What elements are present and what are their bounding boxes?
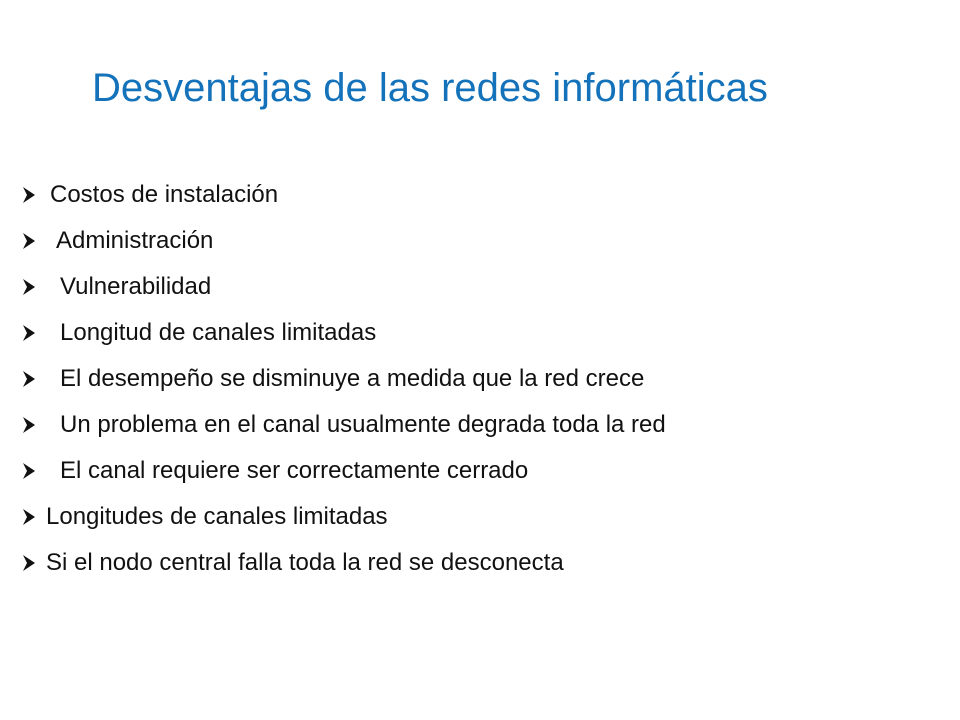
bullet-item: [22, 540, 942, 586]
bullet-text: Vulnerabilidad: [60, 273, 212, 300]
bullet-item: [22, 172, 942, 218]
bullet-text: Longitud de canales limitadas: [60, 319, 377, 346]
bullet-item: [22, 356, 942, 402]
bullet-text: El canal requiere ser correctamente cerrado: [60, 457, 529, 484]
bullet-text: Costos de instalación: [50, 181, 279, 208]
bullet-item: [22, 494, 942, 540]
bullet-item: [22, 264, 942, 310]
bullet-text: El desempeño se disminuye a medida que la red crece: [60, 365, 645, 392]
arrowhead-bullet-icon: [22, 554, 36, 572]
bullet-item: [22, 310, 942, 356]
bullet-item: [22, 448, 942, 494]
arrowhead-bullet-icon: [22, 370, 36, 388]
bullet-text: Si el nodo central falla toda la red se desconecta: [46, 549, 564, 576]
slide-title: Desventajas de las redes informáticas: [92, 66, 768, 110]
bullet-item: [22, 218, 942, 264]
arrowhead-bullet-icon: [22, 416, 36, 434]
arrowhead-bullet-icon: [22, 186, 36, 204]
arrowhead-bullet-icon: [22, 232, 36, 250]
bullet-list: [22, 172, 942, 586]
bullet-item: [22, 402, 942, 448]
arrowhead-bullet-icon: [22, 462, 36, 480]
arrowhead-bullet-icon: [22, 324, 36, 342]
bullet-text: Longitudes de canales limitadas: [46, 503, 388, 530]
arrowhead-bullet-icon: [22, 278, 36, 296]
bullet-text: Un problema en el canal usualmente degrada toda la red: [60, 411, 666, 438]
arrowhead-bullet-icon: [22, 508, 36, 526]
bullet-text: Administración: [56, 227, 214, 254]
